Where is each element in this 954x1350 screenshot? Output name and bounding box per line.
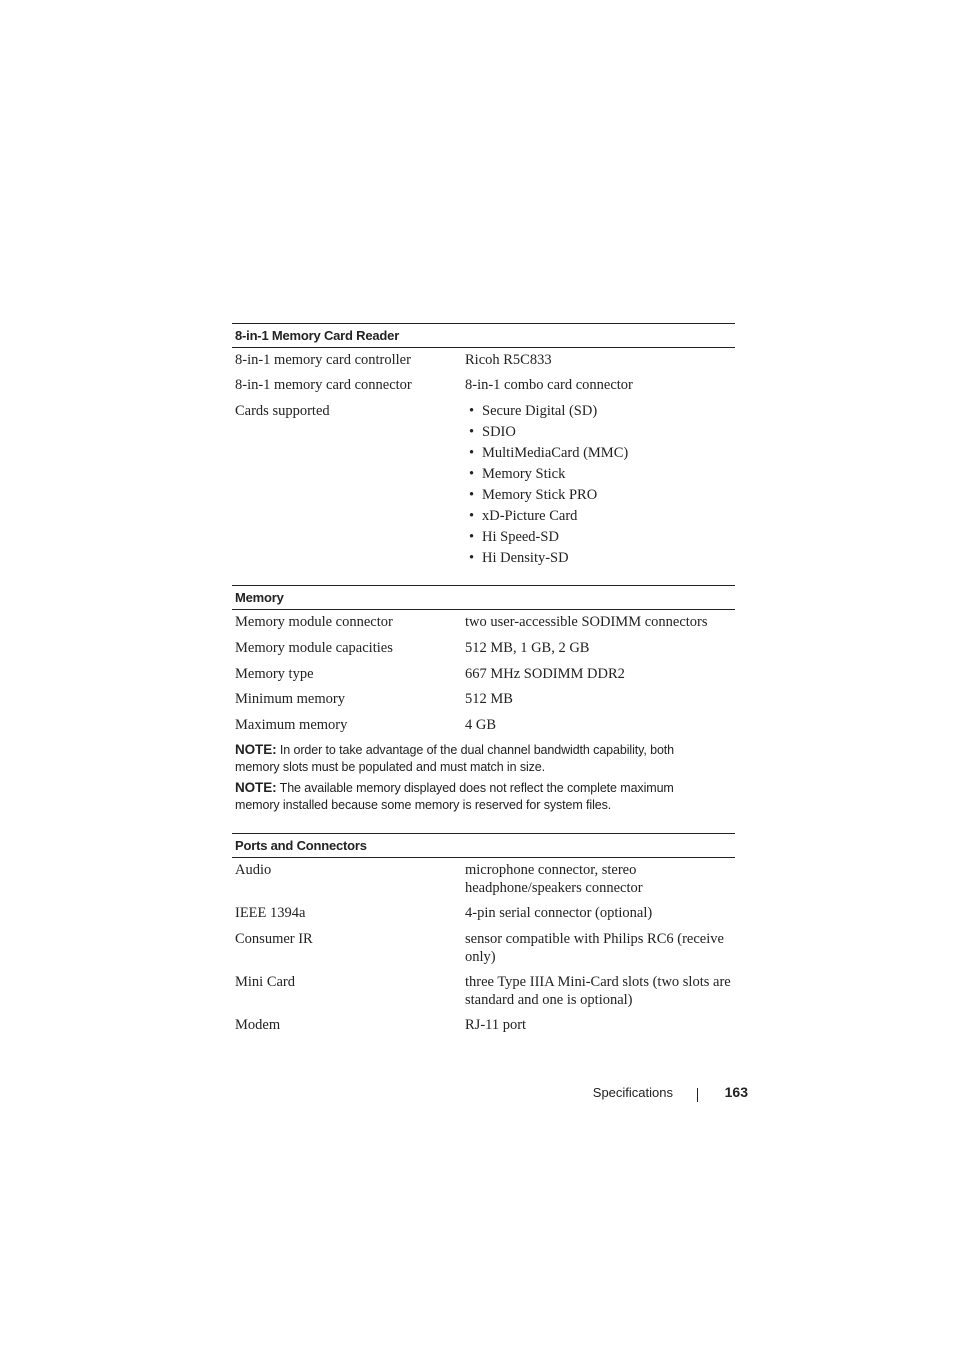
note-available-memory — [235, 779, 715, 814]
row-label: Modem — [235, 1017, 281, 1033]
row-value: 667 MHz SODIMM DDR2 — [465, 666, 625, 682]
memory-table — [232, 585, 735, 736]
note-text: In order to take advantage of the dual channel bandwidth capability, both memory slots must be populated and must match in size. — [235, 743, 675, 774]
cards-supported-list — [465, 402, 735, 570]
footer-section-title: Specifications — [592, 1085, 673, 1100]
row-value: Ricoh R5C833 — [465, 352, 552, 368]
table-row — [232, 1016, 735, 1036]
list-item: • xD-Picture Card — [465, 507, 735, 528]
row-label: IEEE 1394a — [235, 905, 306, 921]
row-label: 8-in-1 memory card controller — [235, 352, 411, 368]
row-label: Cards supported — [235, 403, 330, 419]
section-title: Ports and Connectors — [232, 833, 735, 858]
row-label: Mini Card — [235, 974, 296, 990]
table-row — [232, 930, 735, 973]
card-reader-table — [232, 323, 735, 572]
row-value: RJ-11 port — [465, 1017, 527, 1033]
note-label: NOTE: — [235, 742, 277, 757]
list-item: • Hi Density-SD — [465, 549, 735, 570]
page-number: 163 — [724, 1084, 748, 1100]
table-row — [232, 665, 735, 690]
list-item: • Memory Stick — [465, 465, 735, 486]
table-row — [232, 861, 735, 904]
note-text: The available memory displayed does not reflect the complete maximum memory installed because some memory is reserved for system files. — [235, 781, 674, 812]
row-value: 8-in-1 combo card connector — [465, 377, 633, 393]
row-label: Memory type — [235, 666, 314, 682]
table-row — [232, 613, 735, 639]
row-value: sensor compatible with Philips RC6 (receive only) — [465, 931, 724, 965]
row-label: 8-in-1 memory card connector — [235, 377, 412, 393]
list-item: • Secure Digital (SD) — [465, 402, 735, 423]
row-label: Memory module connector — [235, 614, 393, 630]
section-title: Memory — [232, 585, 735, 610]
note-dual-channel — [235, 741, 715, 776]
row-value: 4 GB — [465, 717, 497, 733]
row-label: Audio — [235, 862, 272, 878]
table-row — [232, 351, 735, 376]
footer-divider — [697, 1088, 698, 1102]
note-label: NOTE: — [235, 780, 277, 795]
table-row — [232, 973, 735, 1016]
row-value: two user-accessible SODIMM connectors — [465, 614, 708, 630]
row-label: Memory module capacities — [235, 640, 393, 656]
ports-table — [232, 833, 735, 1036]
row-value: 512 MB, 1 GB, 2 GB — [465, 640, 590, 656]
list-item: • Memory Stick PRO — [465, 486, 735, 507]
list-item: • Hi Speed-SD — [465, 528, 735, 549]
row-value: microphone connector, stereo headphone/speakers connector — [465, 862, 643, 896]
list-item: • MultiMediaCard (MMC) — [465, 444, 735, 465]
table-row — [232, 376, 735, 402]
row-value: three Type IIIA Mini-Card slots (two slots are standard and one is optional) — [465, 974, 731, 1008]
row-label: Maximum memory — [235, 717, 348, 733]
section-title: 8-in-1 Memory Card Reader — [232, 323, 735, 348]
table-row — [232, 904, 735, 930]
table-row — [232, 690, 735, 716]
row-value: 4-pin serial connector (optional) — [465, 905, 653, 921]
page-footer — [560, 1084, 748, 1104]
table-row — [232, 402, 735, 572]
list-item: • SDIO — [465, 423, 735, 444]
row-label: Minimum memory — [235, 691, 345, 707]
row-value: 512 MB — [465, 691, 513, 707]
row-label: Consumer IR — [235, 931, 313, 947]
table-row — [232, 716, 735, 736]
table-row — [232, 639, 735, 665]
